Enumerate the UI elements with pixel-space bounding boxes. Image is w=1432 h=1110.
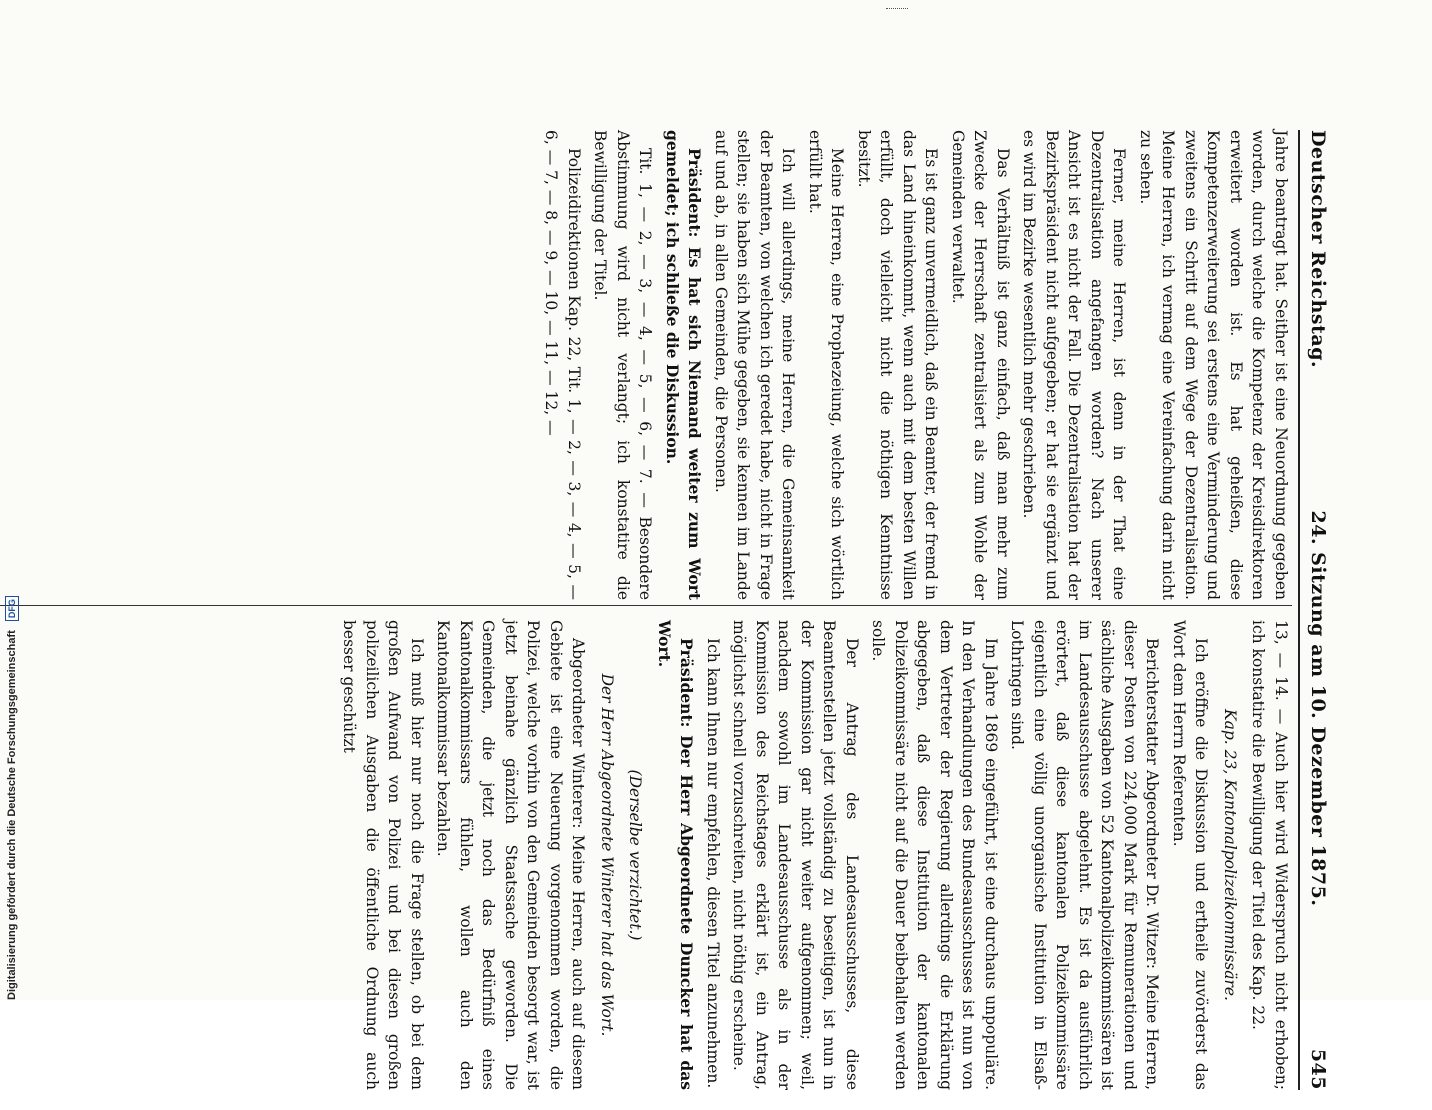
paragraph: Ich will allerdings, meine Herren, die Gemeinsamkeit der Beamten, von welchen ich geredet habe, nicht in Frage stellen; sie haben sich Mühe gegeben, sie kennen im Lande auf und ab, in allen Gemeinden, die Personen. [712,130,798,600]
paragraph: Meine Herren, eine Prophezeiung, welche sich wörtlich erfüllt hat. [806,130,847,600]
dfg-logo-icon: DFG [5,596,19,621]
paragraph: Präsident: Der Herr Abgeordnete Duncker hat das Wort. [655,620,697,1090]
scan-mark [886,8,908,9]
paragraph: Im Jahre 1869 eingeführt, ist eine durchaus unpopuläre. In den Verhandlungen des Bundesausschusses ist nun von dem Vertreter der Regierung allerdings die Erklärung abgegeben, daß diese Institution der kantonalen Polizeikommissäre nicht auf die Dauer beibehalten werden solle. [869,620,1000,1090]
paragraph: Ich muß hier nur noch die Frage stellen, ob bei dem großen Aufwand von Polizei und bei diesen großen polizeilichen Ausgaben die öffentliche Ordnung auch besser geschützt [340,620,426,1090]
digitization-sidebar [2,0,22,1000]
sidebar-text: Digitalisierung gefördert durch die Deutsche Forschungsgemeinschaft [6,630,18,1000]
header-left: Deutscher Reichstag. [1307,130,1329,369]
paragraph: Das Verhältniß ist ganz einfach, daß man mehr zum Zwecke der Herrschaft zentralisiert als zum Wohle der Gemeinden verwaltet. [949,130,1012,600]
page-number: 545 [1307,1048,1329,1090]
paragraph: Ich eröffne die Diskussion und ertheile zuvörderst das Wort dem Herrn Referenten. [1170,620,1211,1090]
paragraph: Polizeidirektionen Kap. 22, Tit. 1, — 2, — 3, — 4, — 5, — 6, — 7, — 8, — 9, — 10, — 11, — 12, — [542,130,583,600]
paragraph: (Derselbe verzichtet.) [626,769,645,941]
paragraph: 13, — 14. — Auch hier wird Widerspruch nicht erhoben; ich konstatire die Bewilligung der Titel des Kap. 22. [1249,620,1290,1090]
right-column [334,620,1292,1090]
paragraph: Ich kann Ihnen nur empfehlen, diesen Titel anzunehmen. [704,638,722,1089]
paragraph: Ferner, meine Herren, ist denn in der That eine Dezentralisation angefangen worden? Nach unserer Ansicht ist es nicht der Fall. Die Dezentralisation hat der Bezirkspräsident nicht aufgegeben; er hat sie ergänzt und es wird im Bezirke wesentlich mehr geschrieben. [1020,130,1129,600]
paragraph: Kap. 23, Kantonalpolizeikommissäre. [1221,709,1239,1001]
rotated-page [0,110,1350,1110]
column-divider [0,605,1292,606]
paragraph: Der Antrag des Landesausschusses, diese Beamtenstellen jetzt vollständig zu beseitigen, ist nun in der Kommission gar nicht weiter aufgenommen; weil, nachdem sowohl im Landesausschusse als in der Kommission des Reichstages erklärt ist, ein Antrag, möglichst schnell vorzuschreiten, nicht nöthig erscheine. [730,620,861,1090]
paragraph: Der Herr Abgeordnete Winterer hat das Wort. [598,673,616,1037]
header-rule [1298,130,1300,1090]
header-center: 24. Sitzung am 10. Dezember 1875. [1307,510,1329,907]
left-column [536,130,1292,600]
paragraph: Es ist ganz unvermeidlich, daß ein Beamter, der fremd in das Land hineinkommt, wenn auch mit dem besten Willen erfüllt, doch vielleicht nicht die nöthigen Kenntnisse besitzt. [855,130,941,600]
paragraph: Jahre beantragt hat. Seither ist eine Neuordnung gegeben worden, durch welche die Kompetenz der Kreisdirektoren erweitert worden ist. Es hat geheißen, diese Kompetenzerweiterung sei erstens eine Verminderung und zweitens ein Schritt auf dem Wege der Dezentralisation. Meine Herren, ich vermag eine Vereinfachung darin nicht zu sehen. [1137,130,1290,600]
paragraph: Tit. 1, — 2, — 3, — 4, — 5, — 6, — 7. — Besondere Abstimmung wird nicht verlangt; ich konstatire die Bewilligung der Titel. [591,130,655,600]
page-header [1304,130,1332,1090]
paragraph: Berichterstatter Abgeordneter Dr. Witzer: Meine Herren, dieser Posten von 224,000 Mark für Remunerationen und sächliche Ausgaben von 52 Kantonalpolizeikommissären ist im Landesausschusse abgelehnt. Es ist da ausführlich erörtert, daß diese kantonalen Polizeikommissäre eigentlich eine völlig unorganische Institution in Elsaß-Lothringen sind. [1008,620,1162,1090]
paragraph: Abgeordneter Winterer: Meine Herren, auch auf diesem Gebiete ist eine Neuerung vorgenommen worden, die Polizei, welche vorhin von den Gemeinden besorgt war, ist jetzt beinahe gänzlich Staatssache geworden. Die Gemeinden, die jetzt noch das Bedürfniß eines Kantonalkommissars fühlen, wollen auch den Kantonalkommissar bezahlen. [434,620,588,1090]
paragraph: Präsident: Es hat sich Niemand weiter zum Wort gemeldet; ich schließe die Diskussion. [663,130,705,600]
